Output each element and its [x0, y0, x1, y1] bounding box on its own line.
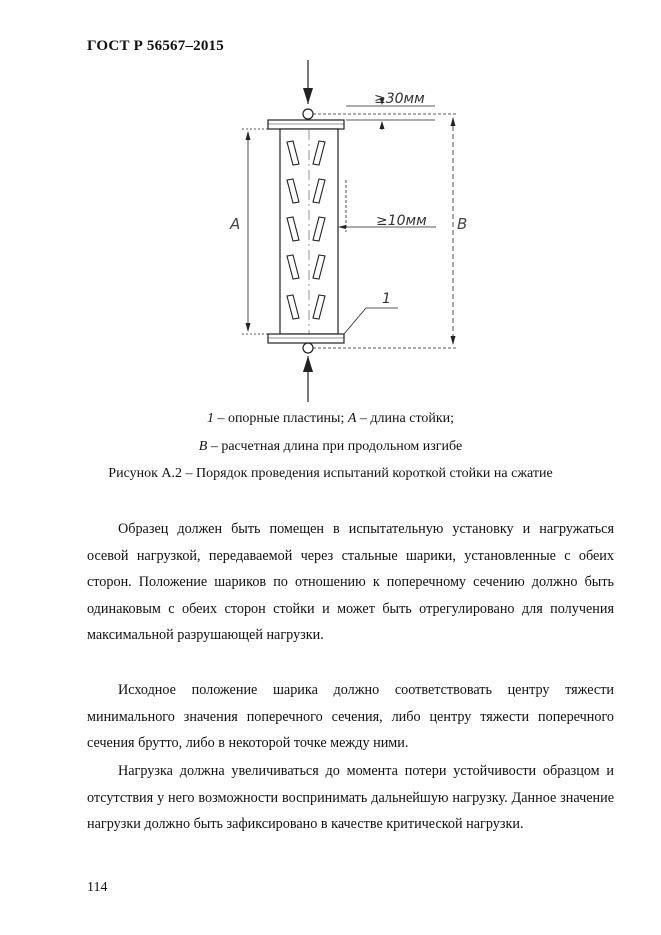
- bottom-support-plate: [268, 334, 344, 343]
- paragraph-3: Нагрузка должна увеличиваться до момента потери устойчивости образцом и отсутствия у него возможности воспринимать дальнейшую нагрузку. Данное значение нагрузки должно быть зафиксировано в качестве критической нагрузки.: [87, 763, 614, 832]
- label-1: 1: [382, 291, 391, 307]
- dim-30mm-label: ≥30мм: [374, 91, 425, 107]
- caption-line-2: [0, 439, 661, 455]
- paragraph-1: Образец должен быть помещен в испытательную установку и нагружаться осевой нагрузкой, передаваемой через стальные шарики, установленные с обеих сторон. Положение шариков по отношению к поперечному сечению должно быть одинаковым с обеих сторон стойки и может быть отрегулировано для получения максимальной разрушающей нагрузки.: [87, 521, 614, 643]
- caption-line-1: [0, 411, 661, 427]
- caption-text-1: – опорные пластины;: [213, 411, 348, 426]
- caption-text-1b: – длина стойки;: [356, 411, 455, 426]
- caption-ref-1: 1: [206, 411, 214, 426]
- paragraph-2: Исходное положение шарика должно соответствовать центру тяжести минимального значения поперечного сечения, либо центру тяжести поперечного сечения брутто, либо в некоторой точке между ними.: [87, 682, 614, 751]
- dimension-a: [242, 129, 278, 334]
- caption-ref-a: A: [347, 411, 357, 426]
- test-setup-diagram: [0, 0, 661, 410]
- caption-ref-b: B: [198, 439, 208, 454]
- document-header: ГОСТ Р 56567–2015: [87, 38, 224, 54]
- caption-text-2: – расчетная длина при продольном изгибе: [207, 439, 463, 454]
- dim-a-label: A: [230, 215, 241, 233]
- top-arrowhead: [303, 88, 313, 104]
- top-ball: [303, 109, 313, 119]
- top-support-plate: [268, 120, 344, 129]
- dim-10mm-label: ≥10мм: [376, 213, 427, 229]
- dim-b-label: B: [457, 215, 468, 233]
- bottom-arrowhead: [303, 356, 313, 372]
- leader-1: [344, 308, 398, 334]
- bottom-ball: [303, 343, 313, 353]
- figure-title: Рисунок А.2 – Порядок проведения испытаний короткой стойки на сжатие: [108, 466, 553, 481]
- page-number: 114: [87, 880, 108, 895]
